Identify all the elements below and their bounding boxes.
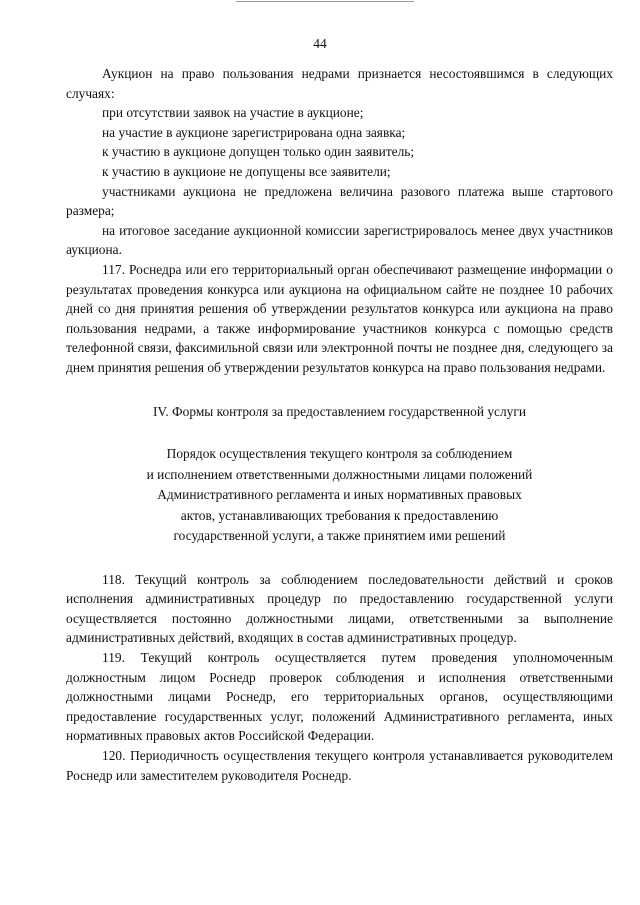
page-number: 44 (313, 36, 327, 51)
paragraph-118: 118. Текущий контроль за соблюдением последовательности действий и сроков исполнения административных процедур по предоставлению государственной услуги осуществляется постоянно должностными лицами, ответственными за выполнение административных действий, входящих в состав административных процедур. (66, 571, 613, 646)
subheading-line: государственной услуги, а также принятием ими решений (173, 528, 506, 544)
subheading-line: актов, устанавливающих требования к предоставлению (180, 507, 499, 523)
list-item: на участие в аукционе зарегистрирована одна заявка; (102, 124, 406, 140)
paragraph-119: 119. Текущий контроль осуществляется путем проведения уполномоченным должностным лицом Роснедр проверок соблюдения и исполнения ответственными должностными лицами Роснедр, его территориальных органов, осуществляющими предоставление государственных услуг, положений Административного регламента, иных нормативных правовых актов Российской Федерации. (66, 649, 613, 744)
subheading-line: Порядок осуществления текущего контроля за соблюдением (166, 446, 513, 462)
list-item: участниками аукциона не предложена величина разового платежа выше стартового размера; (66, 183, 613, 219)
scan-edge-line (236, 1, 414, 2)
paragraph-117: 117. Роснедра или его территориальный орган обеспечивают размещение информации о результатах проведения конкурса или аукциона на официальном сайте не позднее 10 рабочих дней со дня принятия решения об утверждении результатов конкурса или аукциона на право пользования недрами, а также информирование участников конкурса с помощью средств телефонной связи, факсимильной связи или электронной почты не позднее дня, следующего за днем принятия решения об утверждении результатов конкурса на право пользования недрами. (66, 261, 613, 375)
list-item: на итоговое заседание аукционной комиссии зарегистрировалось менее двух участников аукциона. (66, 222, 613, 258)
paragraph-120: 120. Периодичность осуществления текущего контроля устанавливается руководителем Роснедр или заместителем руководителя Роснедр. (66, 747, 613, 783)
list-item: при отсутствии заявок на участие в аукционе; (102, 105, 364, 121)
list-item: к участию в аукционе допущен только один заявитель; (102, 144, 415, 160)
subheading-line: и исполнением ответственными должностными лицами положений (146, 466, 533, 482)
subheading (66, 444, 613, 547)
section-heading: IV. Формы контроля за предоставлением государственной услуги (152, 403, 527, 419)
paragraph: Аукцион на право пользования недрами признается несостоявшимся в следующих случаях: (66, 66, 613, 101)
list-item: к участию в аукционе не допущены все заявители; (102, 163, 391, 179)
subheading-line: Административного регламента и иных нормативных правовых (157, 487, 522, 503)
document-body (66, 64, 613, 785)
